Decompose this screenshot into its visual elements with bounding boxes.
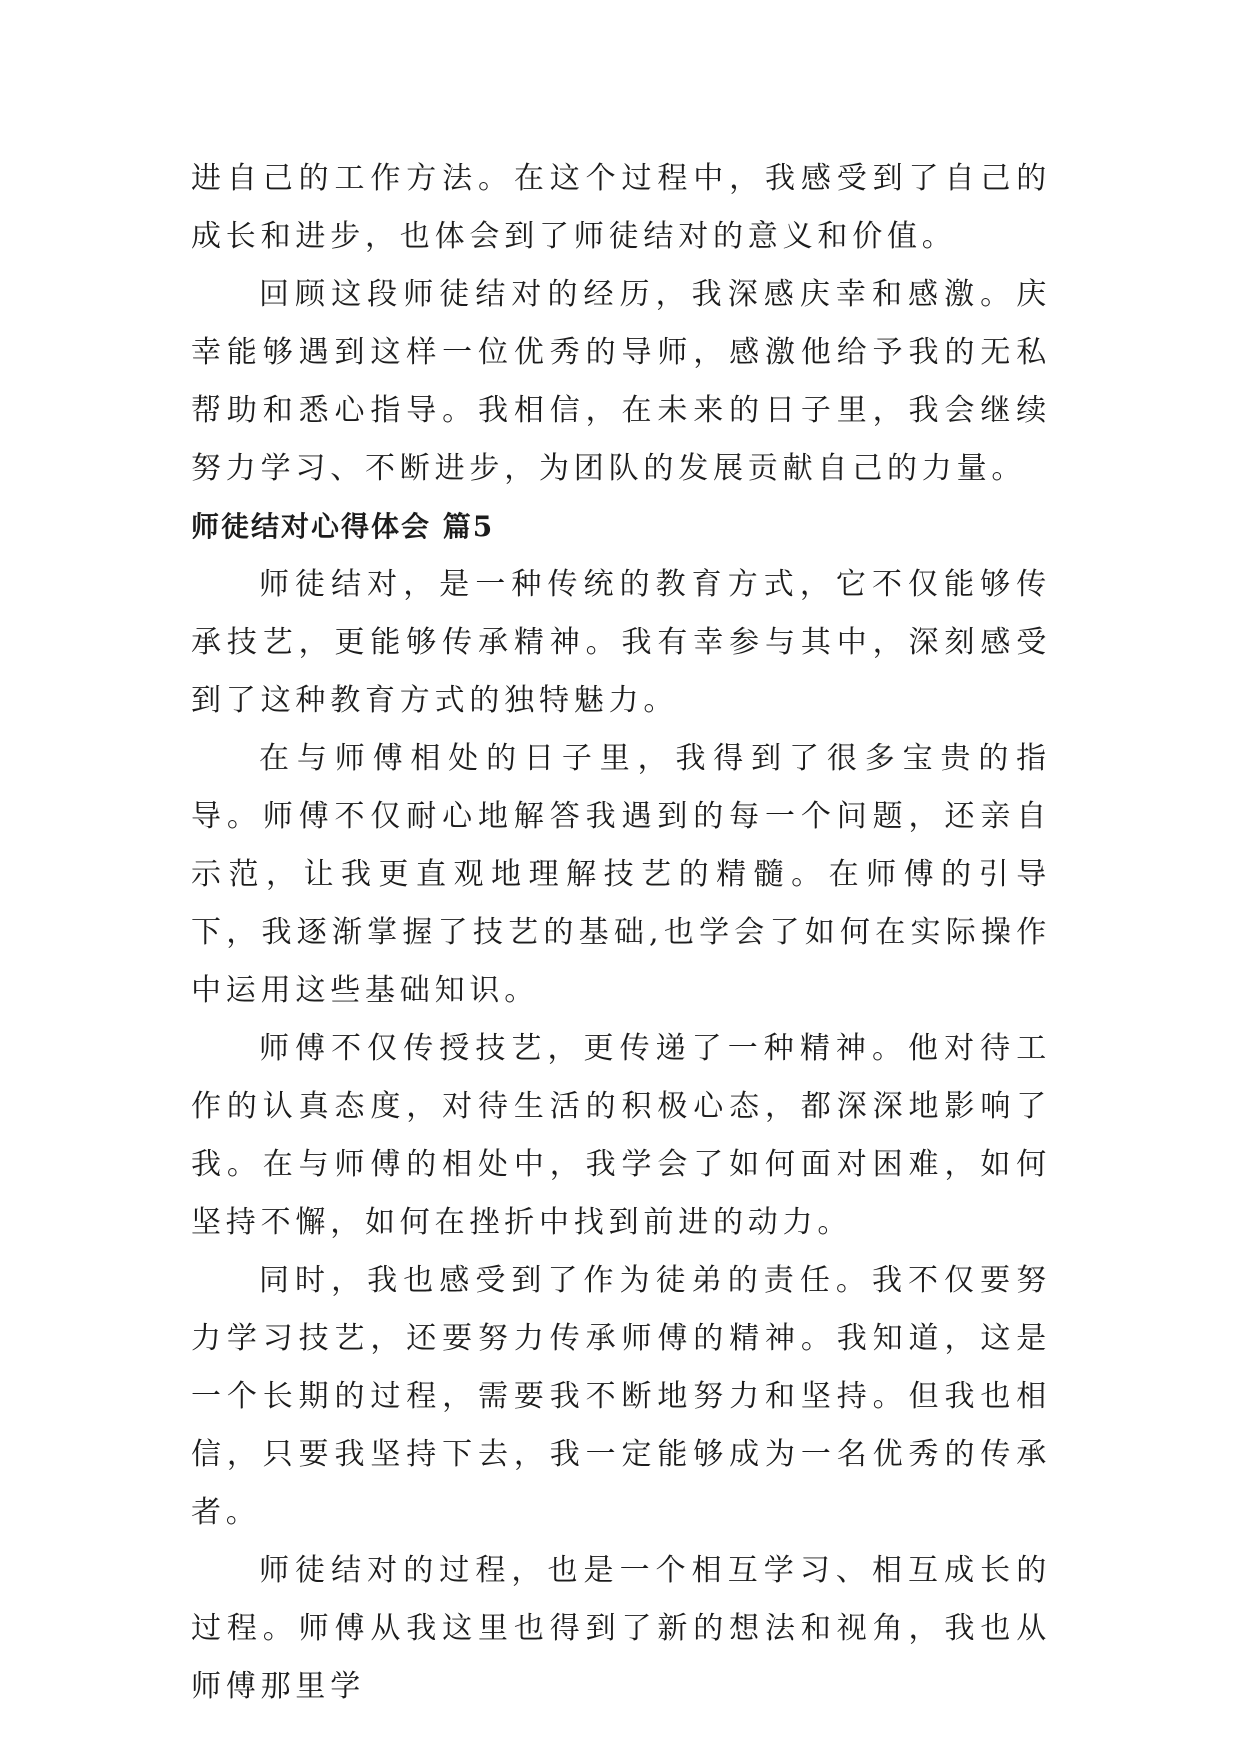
paragraph-continued: 进自己的工作方法。在这个过程中，我感受到了自己的成长和进步，也体会到了师徒结对的意义和价值。 xyxy=(191,161,1051,254)
paragraph-mutual-growth: 师徒结对的过程，也是一个相互学习、相互成长的过程。师傅从我这里也得到了新的想法和视角，我也从师傅那里学 xyxy=(191,1553,1051,1704)
paragraph-reflection: 回顾这段师徒结对的经历，我深感庆幸和感激。庆幸能够遇到这样一位优秀的导师，感激他给予我的无私帮助和悉心指导。我相信，在未来的日子里，我会继续努力学习、不断进步，为团队的发展贡献自己的力量。 xyxy=(191,277,1051,486)
paragraph-responsibility: 同时，我也感受到了作为徒弟的责任。我不仅要努力学习技艺，还要努力传承师傅的精神。我知道，这是一个长期的过程，需要我不断地努力和坚持。但我也相信，只要我坚持下去，我一定能够成为一名优秀的传承者。 xyxy=(191,1263,1051,1530)
paragraph-guidance: 在与师傅相处的日子里，我得到了很多宝贵的指导。师傅不仅耐心地解答我遇到的每一个问题，还亲自示范，让我更直观地理解技艺的精髓。在师傅的引导下，我逐渐掌握了技艺的基础,也学会了如何在实际操作中运用这些基础知识。 xyxy=(191,741,1051,1008)
document-body xyxy=(191,150,1051,1716)
section-heading: 师徒结对心得体会 篇5 xyxy=(191,510,495,543)
paragraph-spirit: 师傅不仅传授技艺，更传递了一种精神。他对待工作的认真态度，对待生活的积极心态，都深深地影响了我。在与师傅的相处中，我学会了如何面对困难，如何坚持不懈，如何在挫折中找到前进的动力。 xyxy=(191,1031,1051,1240)
paragraph-intro: 师徒结对，是一种传统的教育方式，它不仅能够传承技艺，更能够传承精神。我有幸参与其中，深刻感受到了这种教育方式的独特魅力。 xyxy=(191,567,1051,718)
